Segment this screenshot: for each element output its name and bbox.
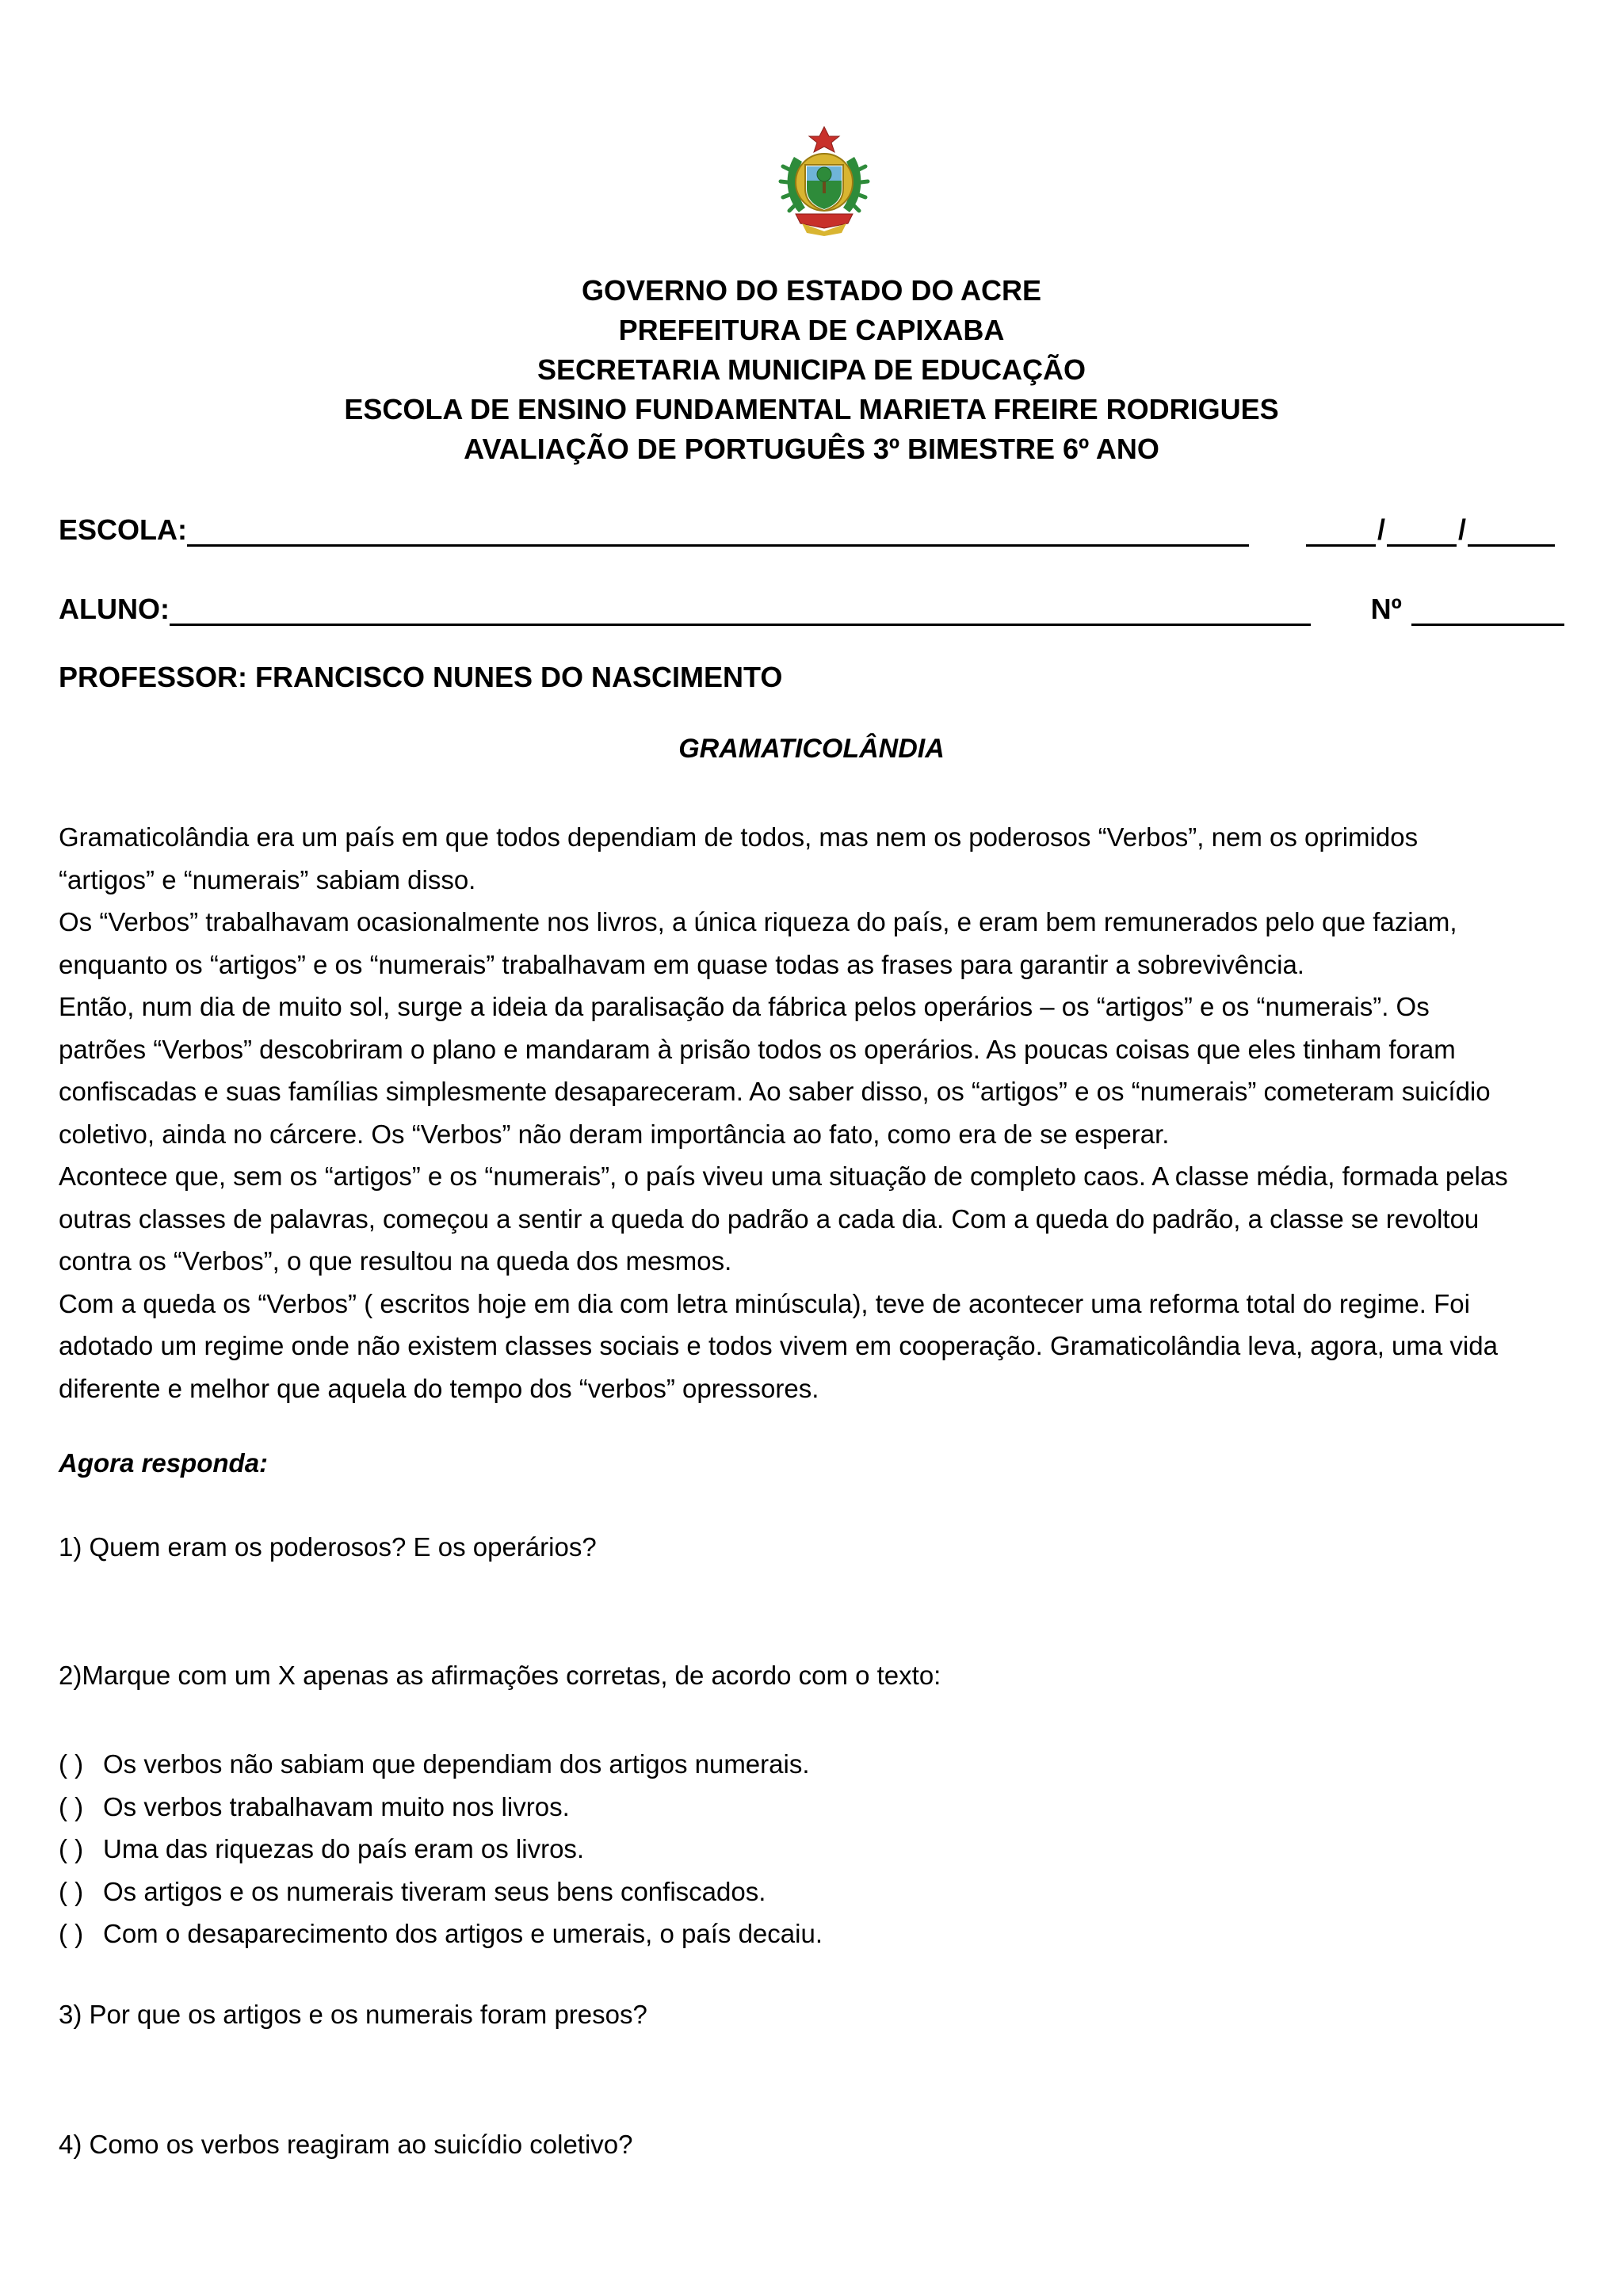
text-line: Gramaticolândia era um país em que todos dependiam de todos, mas nem os poderosos “Verbos”, nem os oprimidos xyxy=(59,822,1419,852)
text-line: adotado um regime onde não existem classes sociais e todos vivem em cooperação. Gramaticolândia leva, agora, uma vida xyxy=(59,1331,1498,1360)
option-item xyxy=(59,1871,823,1913)
text-line: Os “Verbos” trabalhavam ocasionalmente nos livros, a única riqueza do país, e eram bem remunerados pelo que faziam, xyxy=(59,907,1457,936)
date-year-field[interactable] xyxy=(1468,517,1555,547)
option-text: Os verbos trabalhavam muito nos livros. xyxy=(103,1791,570,1821)
aluno-field[interactable] xyxy=(170,597,1311,626)
text-line: patrões “Verbos” descobriram o plano e mandaram à prisão todos os operários. As poucas coisas que eles tinham foram xyxy=(59,1034,1456,1064)
option-item xyxy=(59,1786,823,1829)
text-title: GRAMATICOLÂNDIA xyxy=(678,734,945,764)
option-checkbox[interactable]: ( ) xyxy=(59,1919,84,1948)
question-2: 2)Marque com um X apenas as afirmações corretas, de acordo com o texto: xyxy=(59,1661,941,1690)
text-line: diferente e melhor que aquela do tempo dos “verbos” opressores. xyxy=(59,1373,819,1403)
text-line: contra os “Verbos”, o que resultou na queda dos mesmos. xyxy=(59,1246,732,1276)
escola-row xyxy=(59,513,1564,547)
date-field xyxy=(1306,513,1555,547)
question-1: 1) Quem eram os poderosos? E os operários? xyxy=(59,1532,597,1562)
option-item xyxy=(59,1828,823,1871)
header-line-government: GOVERNO DO ESTADO DO ACRE xyxy=(581,274,1042,307)
option-text: Os verbos não sabiam que dependiam dos artigos numerais. xyxy=(103,1749,810,1779)
numero-label: Nº xyxy=(1370,593,1402,625)
date-month-field[interactable] xyxy=(1387,517,1457,547)
text-line: outras classes de palavras, começou a sentir a queda do padrão a cada dia. Com a queda do padrão, a classe se revoltou xyxy=(59,1203,1480,1234)
header-line-evaluation: AVALIAÇÃO DE PORTUGUÊS 3º BIMESTRE 6º ANO xyxy=(464,433,1159,465)
option-checkbox[interactable]: ( ) xyxy=(59,1791,84,1821)
text-line: coletivo, ainda no cárcere. Os “Verbos” não deram importância ao fato, como era de se esperar. xyxy=(59,1119,1170,1149)
professor-label: PROFESSOR: FRANCISCO NUNES DO NASCIMENTO xyxy=(59,661,783,693)
option-text: Com o desaparecimento dos artigos e umerais, o país decaiu. xyxy=(103,1919,823,1948)
header-line-secretariat: SECRETARIA MUNICIPA DE EDUCAÇÃO xyxy=(537,353,1086,386)
date-separator-1: / xyxy=(1377,513,1386,546)
option-checkbox[interactable]: ( ) xyxy=(59,1834,84,1863)
option-checkbox[interactable]: ( ) xyxy=(59,1876,84,1906)
option-text: Uma das riquezas do país eram os livros. xyxy=(103,1834,585,1863)
option-item xyxy=(59,1743,823,1786)
header-line-prefecture: PREFEITURA DE CAPIXABA xyxy=(618,314,1005,346)
text-line: Então, num dia de muito sol, surge a ideia da paralisação da fábrica pelos operários – os “artigos” e os “numerais”. Os xyxy=(59,992,1430,1021)
instruction-heading: Agora responda: xyxy=(59,1448,269,1478)
question-4: 4) Como os verbos reagiram ao suicídio coletivo? xyxy=(59,2130,633,2159)
aluno-row xyxy=(59,593,1564,626)
escola-label: ESCOLA: xyxy=(59,513,187,546)
numero-field[interactable] xyxy=(1411,597,1564,626)
aluno-label: ALUNO: xyxy=(59,593,170,625)
text-line: enquanto os “artigos” e os “numerais” trabalhavam em quase todas as frases para garantir a sobrevivência. xyxy=(59,949,1304,979)
text-line: Com a queda os “Verbos” ( escritos hoje em dia com letra minúscula), teve de acontecer uma reforma total do regime. Foi xyxy=(59,1288,1470,1318)
escola-field[interactable] xyxy=(187,517,1249,547)
state-crest-icon xyxy=(778,125,870,236)
question-3: 3) Por que os artigos e os numerais foram presos? xyxy=(59,2000,647,2029)
text-line: Acontece que, sem os “artigos” e os “numerais”, o país viveu uma situação de completo caos. A classe média, formada pelas xyxy=(59,1161,1508,1191)
header-line-school: ESCOLA DE ENSINO FUNDAMENTAL MARIETA FREIRE RODRIGUES xyxy=(344,393,1279,425)
document-header xyxy=(0,271,1623,469)
professor-row xyxy=(59,661,1564,694)
reading-text xyxy=(59,816,1588,1409)
question-2-options xyxy=(59,1743,823,1955)
option-text: Os artigos e os numerais tiveram seus bens confiscados. xyxy=(103,1876,766,1906)
date-day-field[interactable] xyxy=(1306,517,1376,547)
text-line: “artigos” e “numerais” sabiam disso. xyxy=(59,864,476,894)
option-item xyxy=(59,1913,823,1955)
text-line: confiscadas e suas famílias simplesmente desapareceram. Ao saber disso, os “artigos” e os “numerais” cometeram suicídio xyxy=(59,1077,1491,1106)
option-checkbox[interactable]: ( ) xyxy=(59,1749,84,1779)
date-separator-2: / xyxy=(1458,513,1467,546)
